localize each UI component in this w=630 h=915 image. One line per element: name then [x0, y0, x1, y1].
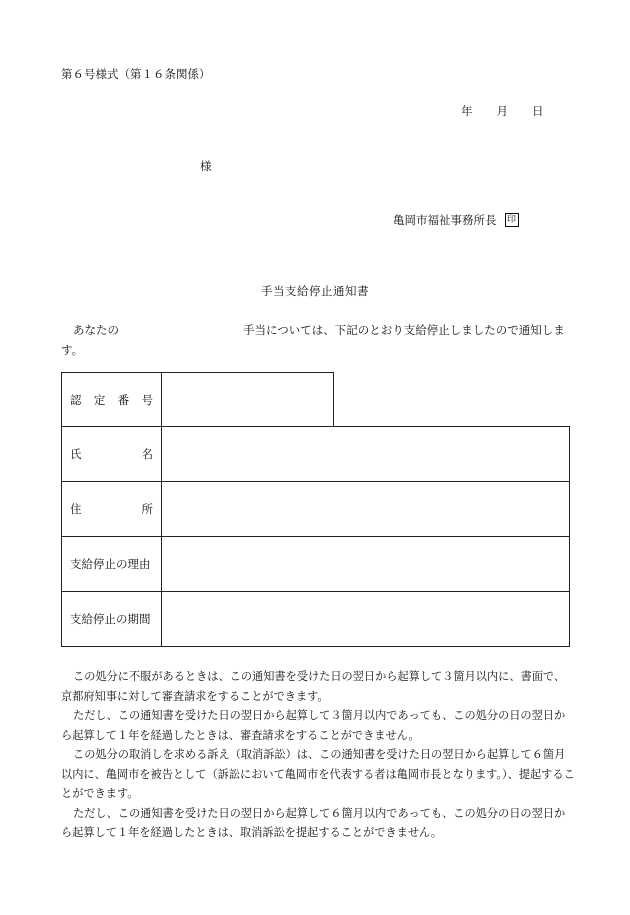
issuer-name: 亀岡市福祉事務所長 — [393, 213, 497, 227]
label-suspension-period: 支給停止の期間 — [62, 592, 162, 646]
value-certification-number[interactable] — [162, 373, 333, 426]
date-year-label: 年 — [461, 104, 473, 118]
table-row-certification-number — [61, 372, 334, 427]
label-name: 氏 名 — [62, 427, 162, 481]
form-number: 第６号様式（第１６条関係） — [61, 67, 211, 81]
value-address[interactable] — [162, 482, 569, 536]
label-address: 住 所 — [62, 482, 162, 536]
document-title: 手当支給停止通知書 — [261, 284, 369, 298]
table-row-name — [61, 426, 570, 482]
intro-part2: 手当については、下記のとおり支給停止しましたので通知します。 — [61, 323, 565, 357]
issuer — [393, 212, 519, 228]
intro-paragraph — [61, 320, 581, 360]
recipient-honorific: 様 — [200, 159, 212, 173]
table-row-suspension-reason — [61, 536, 570, 592]
table-row-address — [61, 481, 570, 537]
date-day-label: 日 — [532, 104, 544, 118]
date-line — [461, 103, 544, 119]
label-certification-number: 認 定 番 号 — [62, 373, 162, 426]
value-suspension-reason[interactable] — [162, 537, 569, 591]
notes-section — [61, 667, 576, 843]
table-row-suspension-period — [61, 591, 570, 647]
label-suspension-reason: 支給停止の理由 — [62, 537, 162, 591]
seal-mark: 印 — [505, 213, 519, 227]
value-suspension-period[interactable] — [162, 592, 569, 646]
note-paragraph: ただし、この通知書を受けた日の翌日から起算して３箇月以内であっても、この処分の日の翌日から起算して１年を経過したときは、審査請求をすることができません。 — [61, 709, 566, 742]
date-month-label: 月 — [496, 104, 508, 118]
note-paragraph: ただし、この通知書を受けた日の翌日から起算して６箇月以内であっても、この処分の日の翌日から起算して１年を経過したときは、取消訴訟を提起することができません。 — [61, 806, 566, 839]
note-paragraph: この処分に不服があるときは、この通知書を受けた日の翌日から起算して３箇月以内に、書面で、京都府知事に対して審査請求をすることができます。 — [61, 670, 566, 703]
intro-part1: あなたの — [73, 323, 119, 337]
note-paragraph: この処分の取消しを求める訴え（取消訴訟）は、この通知書を受けた日の翌日から起算して６箇月以内に、亀岡市を被告として（訴訟において亀岡市を代表する者は亀岡市長となります。）、提起することができます。 — [61, 748, 575, 800]
value-name[interactable] — [162, 427, 569, 481]
